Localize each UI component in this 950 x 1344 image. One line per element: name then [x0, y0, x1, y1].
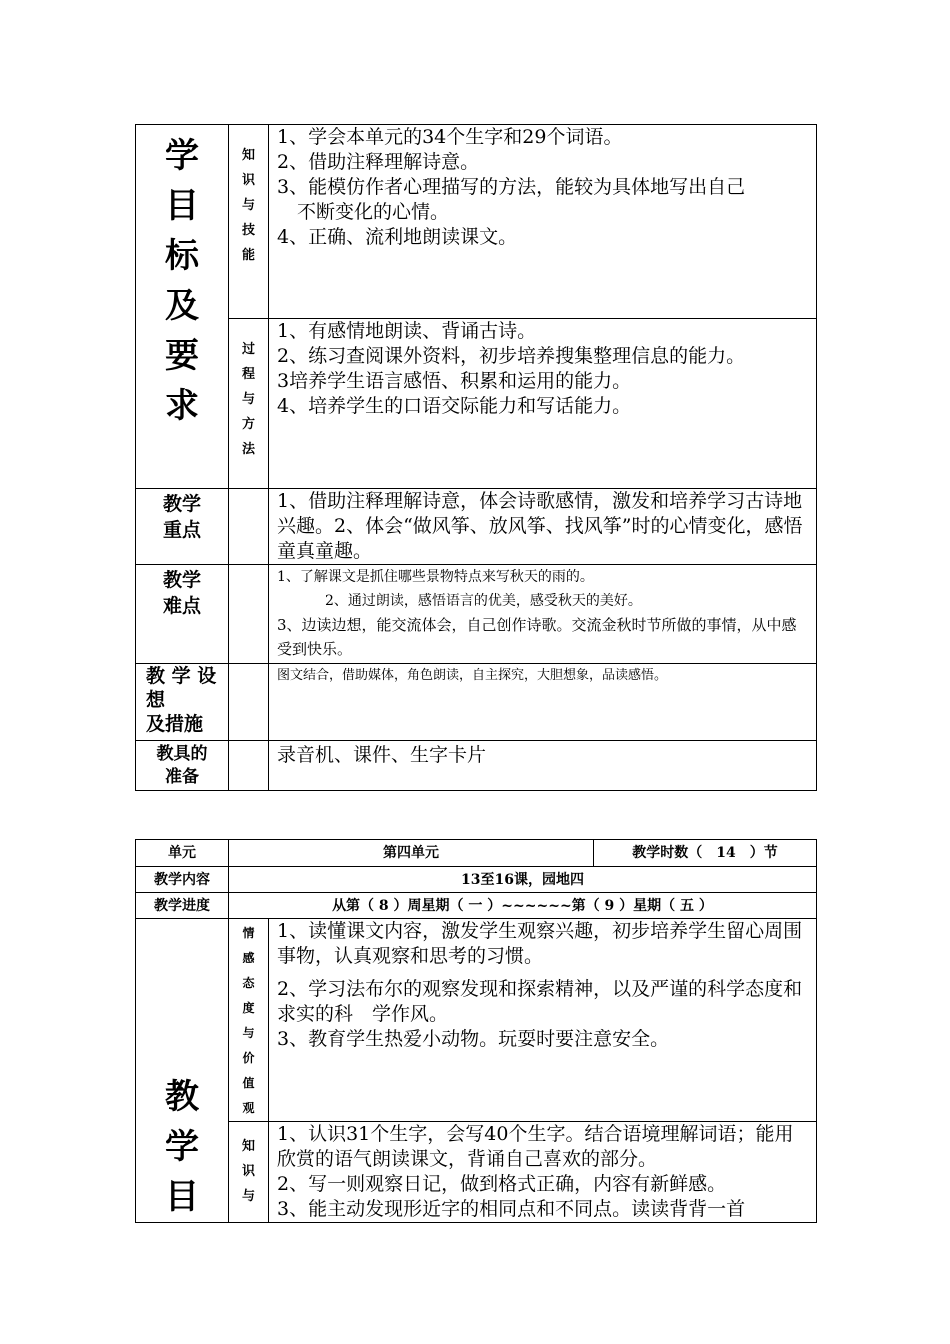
process-method-label: 过 程 与 方 法: [229, 319, 269, 489]
objectives-table-2: [135, 839, 817, 1223]
objectives-title-cell-2: 教 学 目: [136, 919, 229, 1223]
process-method-content: 1、有感情地朗读、背诵古诗。 2、练习查阅课外资料，初步培养搜集整理信息的能力。 3培养学生语言感悟、积累和运用的能力。 4、培养学生的口语交际能力和写话能力。: [269, 319, 817, 489]
knowledge-skill-content: 1、学会本单元的34个生字和29个词语。 2、借助注释理解诗意。 3、能模仿作者心理描写的方法，能较为具体地写出自己 不断变化的心情。 4、正确、流利地朗读课文。: [269, 125, 817, 319]
knowledge-skill-label: 知 识 与 技 能: [229, 125, 269, 319]
teaching-content-value: 13至16课，园地四: [229, 867, 817, 893]
key-points-content: 1、借助注释理解诗意，体会诗歌感情，激发和培养学习古诗地兴趣。2、体会“做风筝、放风筝、找风筝”时的心情变化，感悟童真童趣。: [269, 489, 817, 565]
teaching-hours: 教学时数（ 14 ）节: [594, 840, 817, 867]
teaching-progress-value: 从第（ 8 ）周星期（ 一 ）~~~~~~第（ 9 ）星期（ 五 ）: [229, 893, 817, 919]
objectives-table-1: [135, 124, 817, 791]
emotion-attitude-values-content: 1、读懂课文内容，激发学生观察兴趣，初步培养学生留心周围事物，认真观察和思考的习惯。 2、学习法布尔的观察发现和探索精神，以及严谨的科学态度和求实的科 学作风。 3、教育学生热爱小动物。玩耍时要注意安全。: [269, 919, 817, 1122]
knowledge-content-2: 1、认识31个生字，会写40个生字。结合语境理解词语；能用欣赏的语气朗读课文，背诵自己喜欢的部分。 2、写一则观察日记，做到格式正确，内容有新鲜感。 3、能主动发现形近字的相同点和不同点。读读背背一首: [269, 1122, 817, 1223]
difficulty-label: 教学 难点: [136, 565, 229, 664]
difficulty-content: 1、了解课文是抓住哪些景物特点来写秋天的雨的。 2、通过朗读，感悟语言的优美，感受秋天的美好。 3、边读边想，能交流体会，自己创作诗歌。交流金秋时节所做的事情，从中感受到快乐。: [269, 565, 817, 664]
design-measures-content: 图文结合，借助媒体，角色朗读，自主探究，大胆想象，品读感悟。: [269, 664, 817, 741]
unit-value: 第四单元: [229, 840, 594, 867]
design-measures-label: 教 学 设 想 及措施: [136, 664, 229, 741]
teaching-content-label: 教学内容: [136, 867, 229, 893]
emotion-attitude-values-label: 情 感 态 度 与 价 值 观: [229, 919, 269, 1122]
knowledge-label-2: 知 识 与: [229, 1122, 269, 1223]
unit-label: 单元: [136, 840, 229, 867]
teaching-progress-label: 教学进度: [136, 893, 229, 919]
objectives-title-cell: 学 目 标 及 要 求: [136, 125, 229, 489]
key-points-label: 教学 重点: [136, 489, 229, 565]
teaching-tools-label: 教具的 准备: [136, 741, 229, 791]
teaching-tools-content: 录音机、课件、生字卡片: [269, 741, 817, 791]
